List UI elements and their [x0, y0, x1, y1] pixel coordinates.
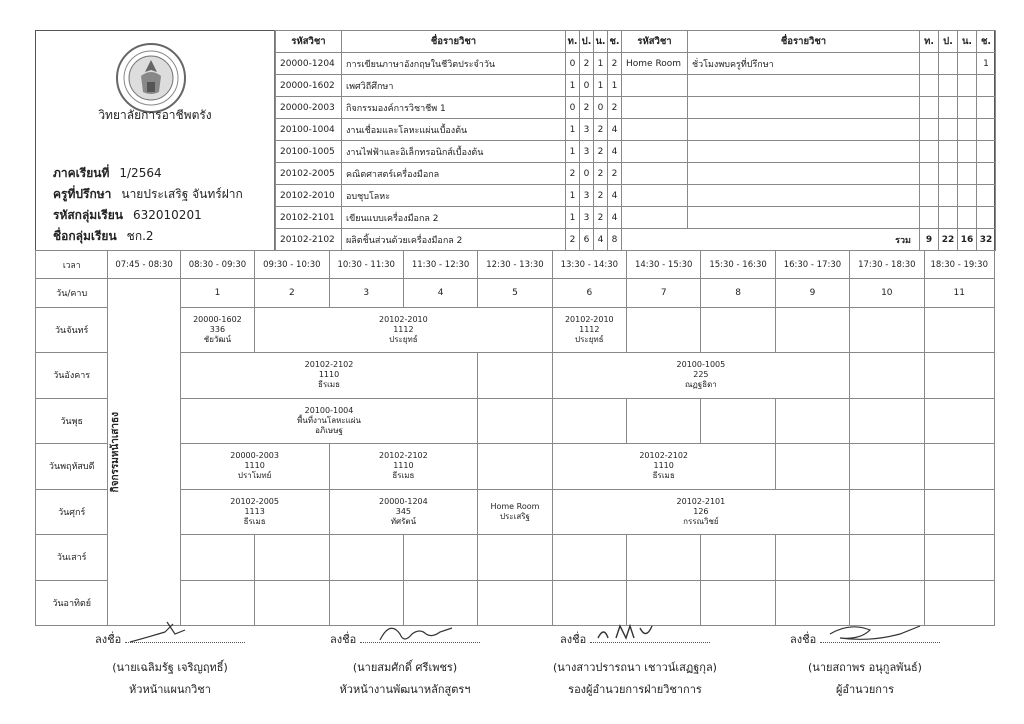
subject-n: 1 [594, 75, 608, 97]
empty-cell [977, 207, 996, 229]
subject-code: Home Room [622, 53, 688, 75]
subjects-header-row [276, 31, 996, 53]
sign-label: ลงชื่อ [95, 633, 122, 646]
empty-cell [920, 141, 939, 163]
empty-cell [939, 75, 958, 97]
subject-name: กิจกรรมองค์การวิชาชีพ 1 [342, 97, 566, 119]
subject-t: 1 [566, 75, 580, 97]
col-p-2: ป. [939, 31, 958, 53]
empty-cell [958, 163, 977, 185]
subject-code: 20102-2005 [276, 163, 342, 185]
empty-cell [850, 307, 924, 352]
empty-cell [924, 489, 995, 534]
subject-p: 6 [580, 229, 594, 251]
empty-cell [958, 207, 977, 229]
subject-code: 20000-1204 [276, 53, 342, 75]
subject-h: 8 [608, 229, 622, 251]
empty-cell [701, 535, 775, 580]
day-row-tuesday [36, 353, 995, 398]
signer-name: (นายเฉลิมรัฐ เจริญฤทธิ์) [112, 661, 228, 674]
empty-cell [329, 535, 403, 580]
header-left-panel [35, 30, 275, 250]
empty-cell [688, 163, 920, 185]
day-row-wednesday [36, 398, 995, 443]
day-label: วันศุกร์ [36, 489, 108, 534]
class-cell: 20102-2101 126 กรรณวิชย์ [552, 489, 850, 534]
subject-name: เพศวิถีศึกษา [342, 75, 566, 97]
subject-p: 2 [580, 53, 594, 75]
subject-h: 4 [608, 185, 622, 207]
subject-n: 2 [594, 207, 608, 229]
period-number: 7 [627, 279, 701, 307]
time-slot: 16:30 - 17:30 [775, 251, 849, 279]
empty-cell [403, 535, 477, 580]
empty-cell [622, 163, 688, 185]
subject-row [276, 207, 996, 229]
empty-cell [552, 580, 626, 626]
advisor-label: ครูที่ปรึกษา [53, 187, 112, 201]
subject-name: งานไฟฟ้าและอิเล็กทรอนิกส์เบื้องต้น [342, 141, 566, 163]
empty-cell [688, 97, 920, 119]
empty-cell [627, 580, 701, 626]
empty-cell [958, 185, 977, 207]
empty-cell [701, 307, 775, 352]
college-name: วิทยาลัยการอาชีพตรัง [98, 108, 212, 122]
advisor-row [53, 185, 243, 204]
subject-code: 20102-2010 [276, 185, 342, 207]
signature-section [35, 630, 995, 724]
period-number: 6 [552, 279, 626, 307]
day-label: วันพฤหัสบดี [36, 444, 108, 489]
subject-name: การเขียนภาษาอังกฤษในชีวิตประจำวัน [342, 53, 566, 75]
empty-cell [977, 141, 996, 163]
col-n: น. [594, 31, 608, 53]
period-number: 4 [403, 279, 477, 307]
class-cell: 20102-2102 1110 ธีรเมธ [180, 353, 478, 398]
day-label: วันจันทร์ [36, 307, 108, 352]
subject-p: 3 [580, 141, 594, 163]
total-p: 22 [939, 229, 958, 251]
college-seal-icon [115, 42, 187, 114]
subject-h: 2 [608, 53, 622, 75]
subject-n: 0 [594, 97, 608, 119]
subject-code: 20100-1005 [276, 141, 342, 163]
total-h: 32 [977, 229, 996, 251]
subject-p: 3 [580, 207, 594, 229]
subject-p: 3 [580, 119, 594, 141]
empty-cell [939, 163, 958, 185]
subject-row [276, 185, 996, 207]
empty-cell [920, 75, 939, 97]
subject-p: 0 [580, 75, 594, 97]
semester-label: ภาคเรียนที่ [53, 166, 110, 180]
empty-cell [924, 307, 995, 352]
empty-cell [688, 75, 920, 97]
subject-p: 0 [580, 163, 594, 185]
subject-p: 2 [580, 97, 594, 119]
subject-n: 1 [594, 53, 608, 75]
subject-row [276, 141, 996, 163]
signature-block [520, 630, 750, 698]
empty-cell [622, 207, 688, 229]
subject-name: ผลิตชิ้นส่วนด้วยเครื่องมือกล 2 [342, 229, 566, 251]
subject-t: 1 [566, 119, 580, 141]
subject-h: 2 [608, 163, 622, 185]
period-label: วัน/คาบ [36, 279, 108, 307]
subject-row [276, 119, 996, 141]
empty-cell [850, 535, 924, 580]
empty-cell [622, 75, 688, 97]
subject-h: 4 [608, 207, 622, 229]
empty-cell [939, 207, 958, 229]
subject-t: 1 [566, 185, 580, 207]
empty-cell [920, 185, 939, 207]
empty-cell [850, 353, 924, 398]
subject-n [958, 53, 977, 75]
class-cell: 20100-1005 225 ณฏฐธิดา [552, 353, 850, 398]
subject-t: 2 [566, 163, 580, 185]
subject-code: 20102-2101 [276, 207, 342, 229]
empty-cell [977, 97, 996, 119]
empty-cell [924, 353, 995, 398]
empty-cell [403, 580, 477, 626]
handwritten-signature-icon [360, 620, 470, 648]
class-cell: Home Room ประเสริฐ [478, 489, 552, 534]
handwritten-signature-icon [125, 620, 215, 646]
flag-activity-text: กิจกรรมหน้าเสาธง [110, 411, 122, 493]
semester-value: 1/2564 [119, 166, 162, 180]
period-number: 5 [478, 279, 552, 307]
subject-h: 1 [608, 75, 622, 97]
sign-label: ลงชื่อ [330, 633, 357, 646]
period-number: 11 [924, 279, 995, 307]
empty-cell [939, 185, 958, 207]
empty-cell [924, 535, 995, 580]
empty-cell [850, 398, 924, 443]
total-label: รวม [622, 229, 920, 251]
subject-row [276, 163, 996, 185]
empty-cell [688, 185, 920, 207]
empty-cell [627, 398, 701, 443]
col-name: ชื่อรายวิชา [342, 31, 566, 53]
empty-cell [478, 580, 552, 626]
subject-t [920, 53, 939, 75]
class-cell: 20000-1204 345 ทัศรัตน์ [329, 489, 478, 534]
empty-cell [775, 535, 849, 580]
empty-cell [622, 141, 688, 163]
subject-row [276, 229, 996, 251]
time-slot: 10:30 - 11:30 [329, 251, 403, 279]
subject-n: 2 [594, 163, 608, 185]
subject-t: 1 [566, 141, 580, 163]
empty-cell [478, 535, 552, 580]
day-label: วันพุธ [36, 398, 108, 443]
time-label: เวลา [36, 251, 108, 279]
class-cell: 20102-2102 1110 ธีรเมธ [552, 444, 775, 489]
signer-position: ผู้อำนวยการ [835, 683, 895, 696]
time-slot: 18:30 - 19:30 [924, 251, 995, 279]
empty-cell [775, 398, 849, 443]
empty-cell [977, 185, 996, 207]
empty-cell [627, 535, 701, 580]
timetable [35, 250, 995, 626]
subjects-table [275, 30, 996, 251]
subject-row [276, 75, 996, 97]
empty-cell [622, 185, 688, 207]
empty-cell [939, 97, 958, 119]
empty-cell [920, 97, 939, 119]
period-row [36, 279, 995, 307]
period-number: 3 [329, 279, 403, 307]
class-cell: 20000-1602 336 ชัยวัฒน์ [180, 307, 254, 352]
empty-cell [775, 444, 849, 489]
empty-cell [552, 535, 626, 580]
signer-position: หัวหน้างานพัฒนาหลักสูตรฯ [339, 683, 471, 696]
time-slot: 08:30 - 09:30 [180, 251, 254, 279]
day-label: วันอาทิตย์ [36, 580, 108, 626]
subject-code: 20102-2102 [276, 229, 342, 251]
class-cell: 20102-2005 1113 ธีรเมธ [180, 489, 329, 534]
subject-n: 2 [594, 119, 608, 141]
subject-code: 20000-1602 [276, 75, 342, 97]
sign-label: ลงชื่อ [560, 633, 587, 646]
period-number: 2 [255, 279, 329, 307]
empty-cell [775, 307, 849, 352]
time-slot: 14:30 - 15:30 [627, 251, 701, 279]
empty-cell [977, 163, 996, 185]
empty-cell [552, 398, 626, 443]
empty-cell [924, 580, 995, 626]
empty-cell [701, 580, 775, 626]
empty-cell [478, 353, 552, 398]
empty-cell [920, 163, 939, 185]
empty-cell [920, 207, 939, 229]
empty-cell [850, 444, 924, 489]
empty-cell [478, 444, 552, 489]
empty-cell [850, 580, 924, 626]
subject-name: คณิตศาสตร์เครื่องมือกล [342, 163, 566, 185]
class-cell: 20102-2010 1112 ประยุทธ์ [552, 307, 626, 352]
empty-cell [701, 398, 775, 443]
empty-cell [850, 489, 924, 534]
empty-cell [939, 119, 958, 141]
subject-p [939, 53, 958, 75]
empty-cell [627, 307, 701, 352]
subject-h: 2 [608, 97, 622, 119]
empty-cell [688, 207, 920, 229]
empty-cell [255, 535, 329, 580]
subject-row [276, 97, 996, 119]
signature-block [290, 630, 520, 698]
col-t-2: ท. [920, 31, 939, 53]
subject-t: 0 [566, 97, 580, 119]
empty-cell [688, 141, 920, 163]
empty-cell [977, 75, 996, 97]
signature-block [55, 630, 285, 698]
empty-cell [478, 398, 552, 443]
subject-name: ชั่วโมงพบครูที่ปรึกษา [688, 53, 920, 75]
class-cell: 20000-2003 1110 ปราโมทย์ [180, 444, 329, 489]
day-row-thursday [36, 444, 995, 489]
subject-h: 4 [608, 119, 622, 141]
time-slot: 12:30 - 13:30 [478, 251, 552, 279]
signature-block [750, 630, 980, 698]
time-slot: 15:30 - 16:30 [701, 251, 775, 279]
col-name-2: ชื่อรายวิชา [688, 31, 920, 53]
empty-cell [958, 119, 977, 141]
empty-cell [958, 97, 977, 119]
col-t: ท. [566, 31, 580, 53]
subject-h: 4 [608, 141, 622, 163]
col-n-2: น. [958, 31, 977, 53]
signer-name: (นายสมศักดิ์ ศรีเพชร) [352, 661, 458, 674]
day-row-saturday [36, 535, 995, 580]
subject-code: 20000-2003 [276, 97, 342, 119]
empty-cell [924, 398, 995, 443]
col-p: ป. [580, 31, 594, 53]
total-n: 16 [958, 229, 977, 251]
empty-cell [255, 580, 329, 626]
signer-position: หัวหน้าแผนกวิชา [129, 683, 211, 696]
subject-t: 0 [566, 53, 580, 75]
time-slot: 09:30 - 10:30 [255, 251, 329, 279]
subject-h: 1 [977, 53, 996, 75]
period-number: 1 [180, 279, 254, 307]
day-row-monday [36, 307, 995, 352]
signer-name: (นางสาวปรารถนา เชาวน์เสฏฐกุล) [553, 661, 717, 674]
empty-cell [958, 141, 977, 163]
class-cell: 20100-1004 พื้นที่งานโลหะแผ่น อภิเษษฐ [180, 398, 478, 443]
subject-t: 2 [566, 229, 580, 251]
group-code-value: 632010201 [133, 208, 202, 222]
advisor-value: นายประเสริฐ จันทร์ฝาก [121, 187, 243, 201]
subject-n: 2 [594, 141, 608, 163]
semester-row [53, 164, 162, 183]
day-label: วันอังคาร [36, 353, 108, 398]
subject-name: อบชุบโลหะ [342, 185, 566, 207]
subject-name: เขียนแบบเครื่องมือกล 2 [342, 207, 566, 229]
handwritten-signature-icon [590, 620, 670, 646]
time-slot: 13:30 - 14:30 [552, 251, 626, 279]
group-name-label: ชื่อกลุ่มเรียน [53, 229, 117, 243]
subject-n: 4 [594, 229, 608, 251]
empty-cell [920, 119, 939, 141]
subject-p: 3 [580, 185, 594, 207]
day-row-friday [36, 489, 995, 534]
group-name-value: ชก.2 [126, 229, 154, 243]
sign-label: ลงชื่อ [790, 633, 817, 646]
class-cell: 20102-2102 1110 ธีรเมธ [329, 444, 478, 489]
day-row-sunday [36, 580, 995, 626]
empty-cell [958, 75, 977, 97]
subject-row [276, 53, 996, 75]
subject-name: งานเชื่อมและโลหะแผ่นเบื้องต้น [342, 119, 566, 141]
col-h: ช. [608, 31, 622, 53]
handwritten-signature-icon [820, 620, 930, 646]
empty-cell [977, 119, 996, 141]
empty-cell [939, 141, 958, 163]
time-slot: 17:30 - 18:30 [850, 251, 924, 279]
empty-cell [180, 580, 254, 626]
group-name-row [53, 227, 154, 246]
day-label: วันเสาร์ [36, 535, 108, 580]
col-code-2: รหัสวิชา [622, 31, 688, 53]
flag-activity-cell [108, 279, 180, 626]
class-cell: 20102-2010 1112 ประยุทธ์ [255, 307, 553, 352]
period-number: 10 [850, 279, 924, 307]
empty-cell [775, 580, 849, 626]
empty-cell [688, 119, 920, 141]
total-t: 9 [920, 229, 939, 251]
empty-cell [622, 97, 688, 119]
time-slot: 11:30 - 12:30 [403, 251, 477, 279]
subject-code: 20100-1004 [276, 119, 342, 141]
subject-n: 2 [594, 185, 608, 207]
group-code-label: รหัสกลุ่มเรียน [53, 208, 123, 222]
time-row [36, 251, 995, 279]
empty-cell [329, 580, 403, 626]
signer-position: รองผู้อำนวยการฝ่ายวิชาการ [568, 683, 702, 696]
col-h-2: ช. [977, 31, 996, 53]
empty-cell [924, 444, 995, 489]
period-number: 8 [701, 279, 775, 307]
empty-cell [622, 119, 688, 141]
empty-cell [180, 535, 254, 580]
col-code: รหัสวิชา [276, 31, 342, 53]
period-number: 9 [775, 279, 849, 307]
time-slot: 07:45 - 08:30 [108, 251, 180, 279]
group-code-row [53, 206, 202, 225]
subject-t: 1 [566, 207, 580, 229]
signer-name: (นายสถาพร อนุกูลพันธ์) [808, 661, 922, 674]
